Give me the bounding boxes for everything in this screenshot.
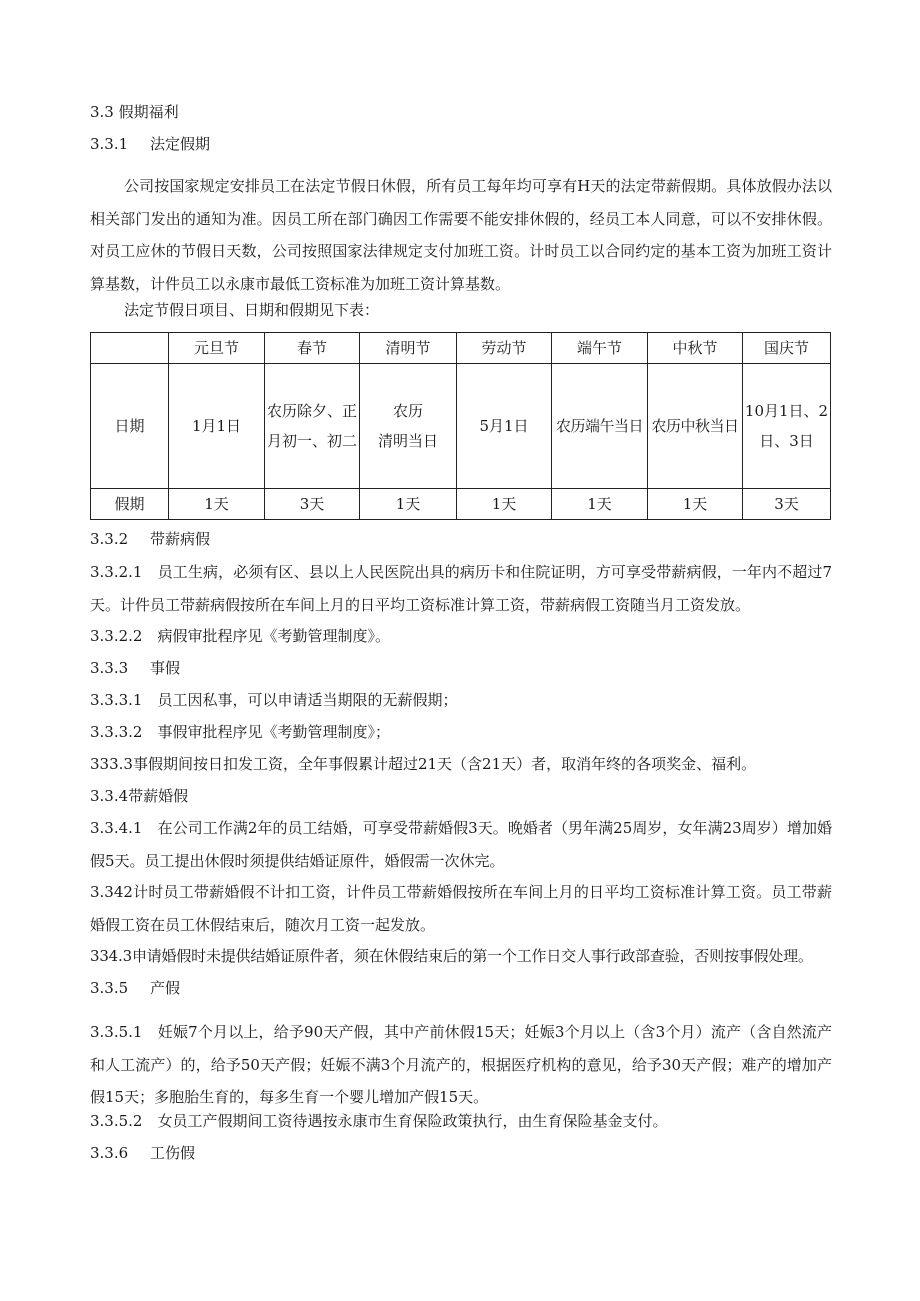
section-number: 3.3.5 (90, 979, 129, 997)
section-3-3-heading: 3.3 假期福利 (90, 103, 179, 121)
personal-leave-clause-2: 3.3.3.2 事假审批程序见《考勤管理制度》； (90, 723, 390, 741)
personal-leave-clause-3: 333.3事假期间按日扣发工资，全年事假累计超过21天（含21天）者，取消年终的各项奖金、福利。 (90, 755, 757, 773)
row-label-leave: 假期 (91, 489, 169, 520)
section-3-3-6-heading (90, 1137, 832, 1169)
leave-cell: 3天 (743, 489, 831, 520)
row-label-date: 日期 (91, 364, 169, 489)
section-title: 带薪病假 (150, 530, 211, 548)
section-title: 事假 (150, 659, 181, 677)
header-cell: 元旦节 (169, 333, 265, 364)
date-cell: 农历中秋当日 (648, 364, 743, 489)
date-cell: 农历除夕、正月初一、初二 (265, 364, 360, 489)
holiday-table (90, 332, 831, 520)
date-cell: 10月1日、2日、3日 (743, 364, 831, 489)
maternity-leave-clause-1: 3.3.5.1 妊娠7个月以上，给予90天产假，其中产前休假15天；妊娠3个月以上（含3个月）流产（含自然流产和人工流产）的，给予50天产假；妊娠不满3个月流产的，根据医疗机构的意见，给予30天产假；难产的增加产假15天；多胞胎生育的，每多生育一个婴儿增加产假15天。 (90, 1023, 832, 1106)
section-title: 工伤假 (150, 1144, 196, 1162)
section-number: 3.3.2 (90, 530, 129, 548)
marriage-leave-clause-3: 334.3申请婚假时未提供结婚证原件者，须在休假结束后的第一个工作日交人事行政部查验，否则按事假处理。 (90, 947, 813, 965)
section-3-3-4-heading: 3.3.4带薪婚假 (90, 787, 189, 805)
table-leave-row (91, 489, 831, 520)
leave-cell: 1天 (169, 489, 265, 520)
leave-cell: 1天 (457, 489, 552, 520)
sick-leave-clause-1: 3.3.2.1 员工生病，必须有区、县以上人民医院出具的病历卡和住院证明，方可享受带薪病假，一年内不超过7天。计件员工带薪病假按所在车间上月的日平均工资标准计算工资，带薪病假工资随当月工资发放。 (90, 563, 832, 614)
date-cell: 5月1日 (457, 364, 552, 489)
leave-cell: 3天 (265, 489, 360, 520)
header-cell: 劳动节 (457, 333, 552, 364)
marriage-leave-clause-1: 3.3.4.1 在公司工作满2年的员工结婚，可享受带薪婚假3天。晚婚者（男年满25周岁，女年满23周岁）增加婚假5天。员工提出休假时须提供结婚证原件，婚假需一次休完。 (90, 819, 832, 870)
sick-leave-clause-2: 3.3.2.2 病假审批程序见《考勤管理制度》。 (90, 627, 390, 645)
header-cell: 端午节 (552, 333, 648, 364)
leave-cell: 1天 (552, 489, 648, 520)
section-title: 法定假期 (150, 135, 211, 153)
header-cell-empty (91, 333, 169, 364)
table-intro-paragraph: 法定节假日项目、日期和假期见下表： (124, 301, 380, 319)
table-date-row (91, 364, 831, 489)
marriage-leave-clause-2: 3.342计时员工带薪婚假不计扣工资，计件员工带薪婚假按所在车间上月的日平均工资标准计算工资。员工带薪婚假工资在员工休假结束后，随次月工资一起发放。 (90, 883, 832, 934)
section-3-3-1-heading (90, 128, 832, 160)
section-number: 3.3.3 (90, 659, 129, 677)
date-cell: 1月1日 (169, 364, 265, 489)
section-3-3-3-heading (90, 652, 832, 684)
section-3-3-5-heading (90, 972, 832, 1004)
header-cell: 春节 (265, 333, 360, 364)
section-title: 产假 (150, 979, 181, 997)
statutory-holiday-paragraph: 公司按国家规定安排员工在法定节假日休假，所有员工每年均可享有H天的法定带薪假期。具体放假办法以相关部门发出的通知为准。因员工所在部门确因工作需要不能安排休假的，经员工本人同意，可以不安排休假。对员工应休的节假日天数，公司按照国家法律规定支付加班工资。计时员工以合同约定的基本工资为加班工资计算基数，计件员工以永康市最低工资标准为加班工资计算基数。 (90, 177, 832, 293)
header-cell: 中秋节 (648, 333, 743, 364)
leave-cell: 1天 (648, 489, 743, 520)
personal-leave-clause-1: 3.3.3.1 员工因私事，可以申请适当期限的无薪假期； (90, 691, 458, 709)
section-3-3-2-heading (90, 523, 832, 555)
date-cell: 农历 清明当日 (360, 364, 457, 489)
leave-cell: 1天 (360, 489, 457, 520)
section-number: 3.3.6 (90, 1144, 129, 1162)
maternity-leave-clause-2: 3.3.5.2 女员工产假期间工资待遇按永康市生育保险政策执行，由生育保险基金支付。 (90, 1112, 668, 1130)
header-cell: 清明节 (360, 333, 457, 364)
date-cell: 农历端午当日 (552, 364, 648, 489)
section-number: 3.3.1 (90, 135, 129, 153)
table-header-row (91, 333, 831, 364)
header-cell: 国庆节 (743, 333, 831, 364)
